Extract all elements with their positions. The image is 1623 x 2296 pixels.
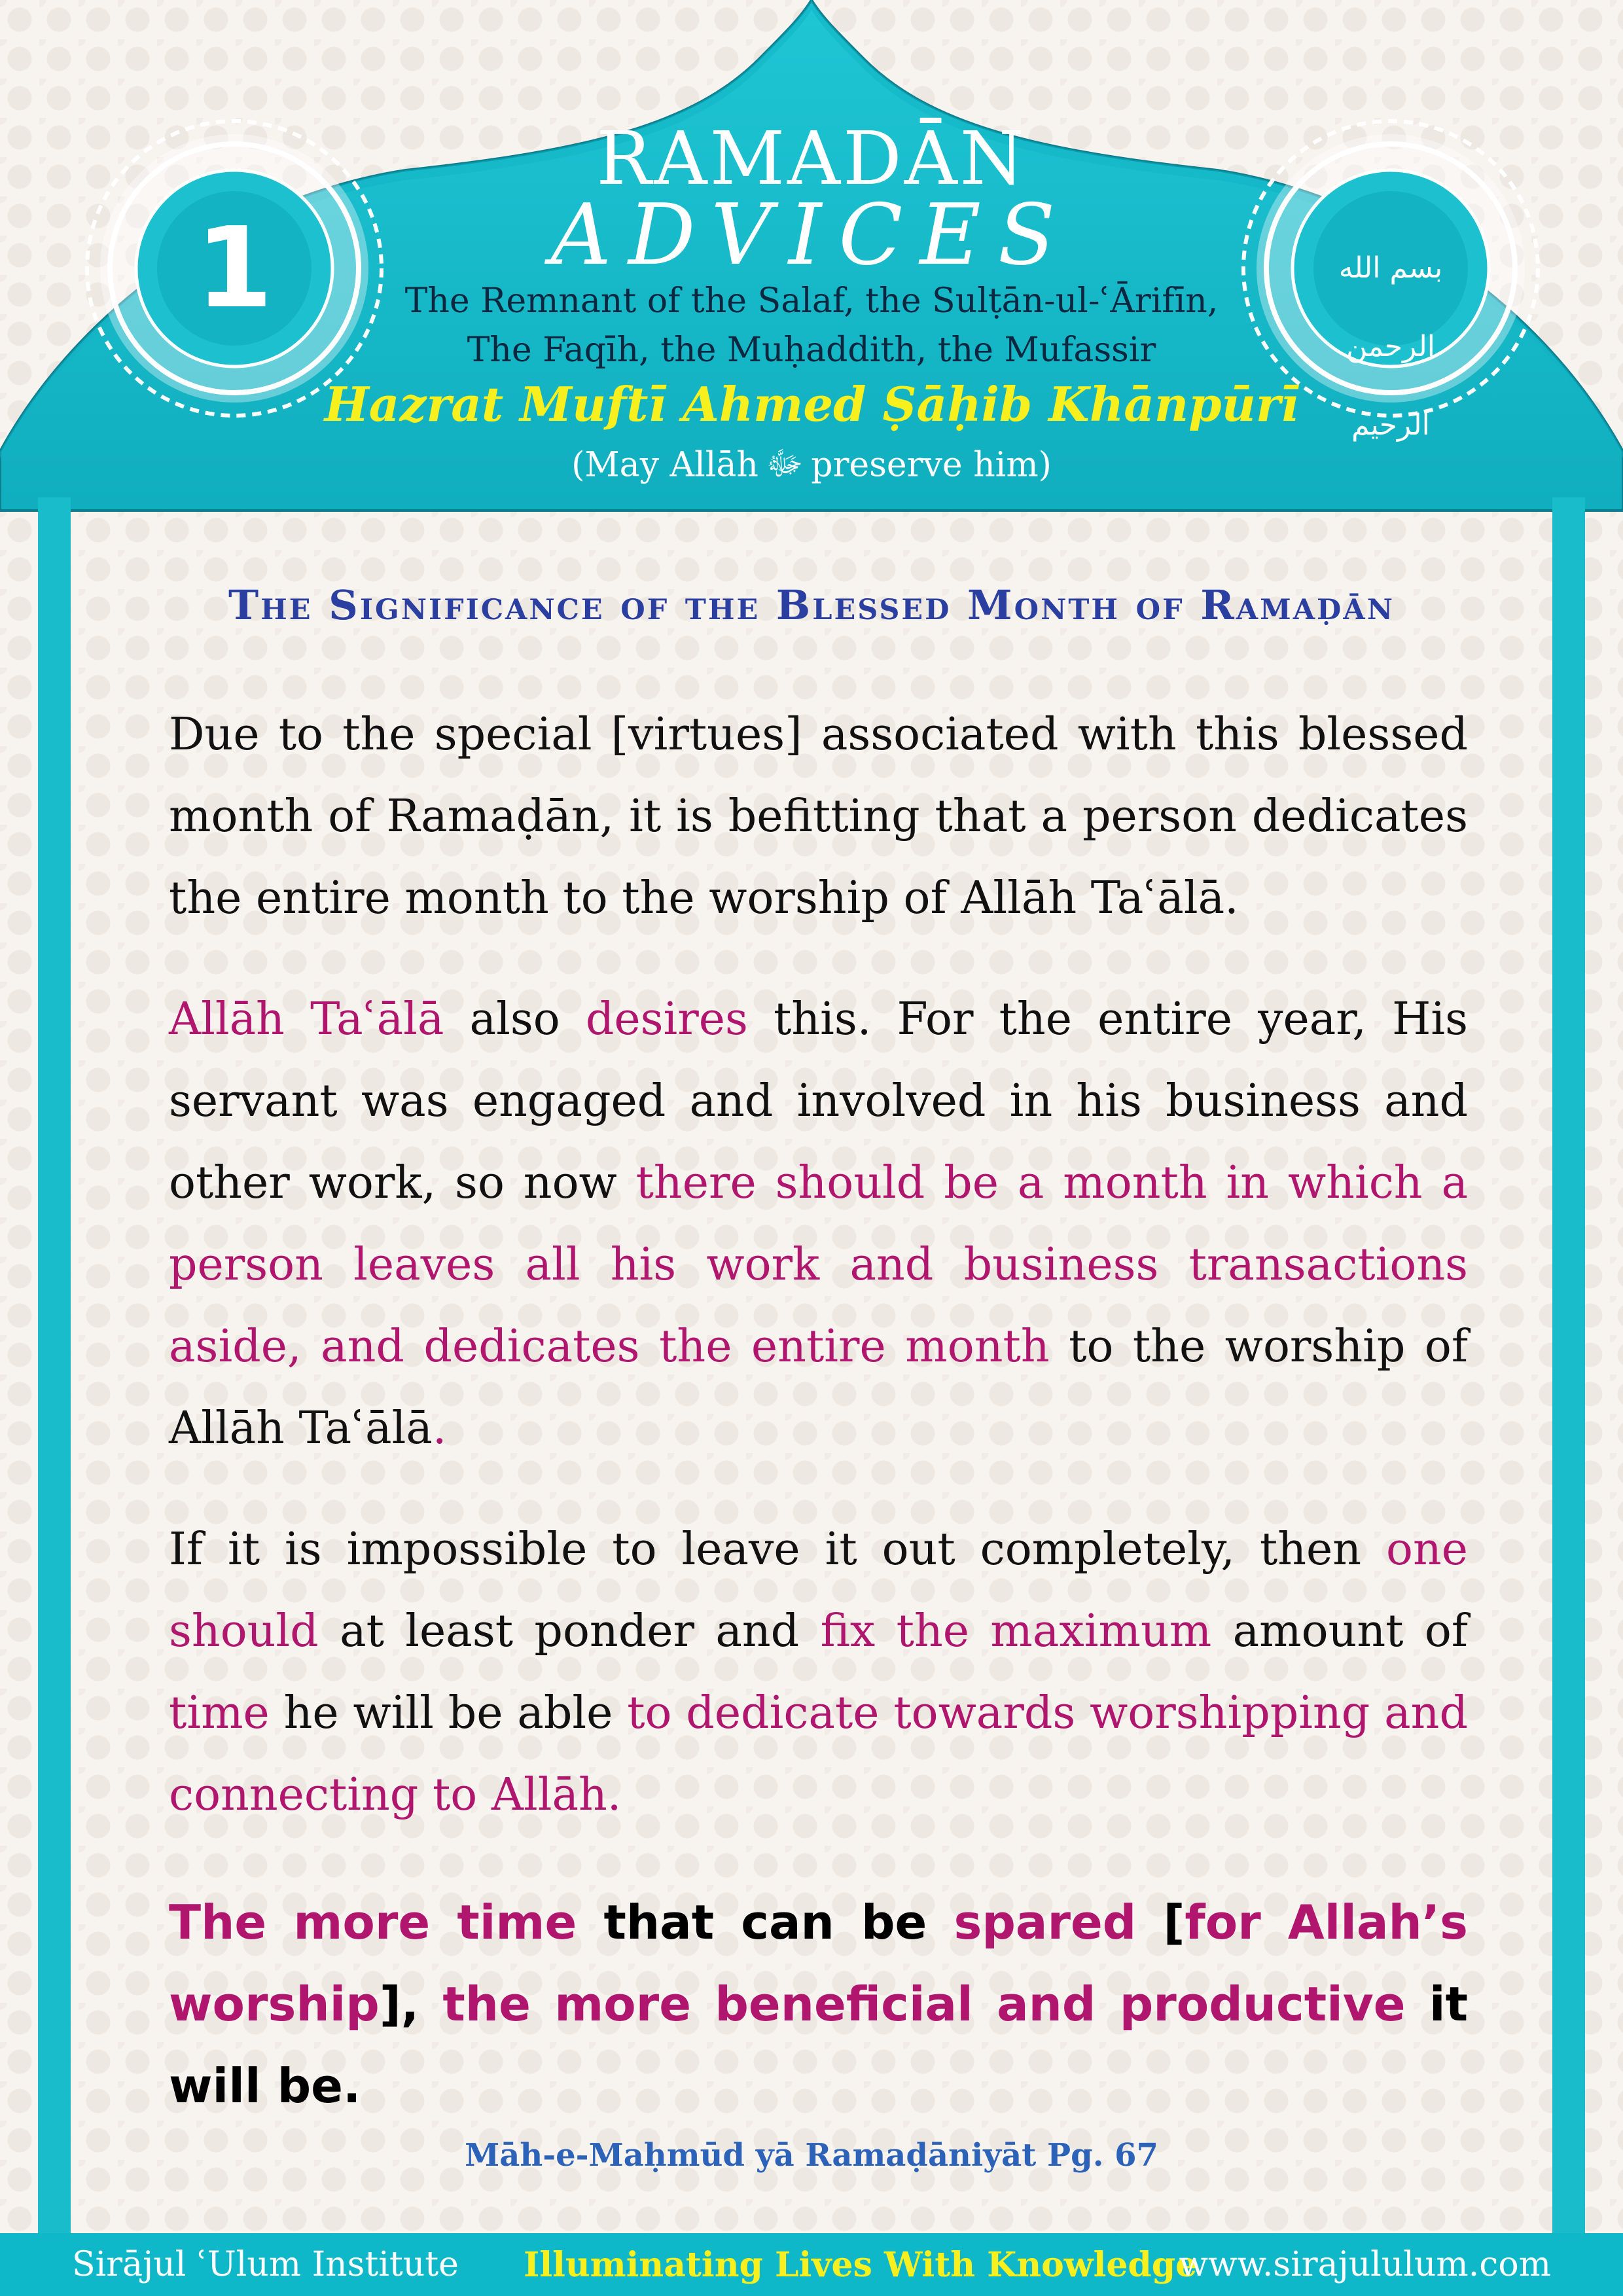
paragraph-2 xyxy=(169,978,1468,1469)
footer-institute: Sirājul ʿUlum Institute xyxy=(72,2245,459,2284)
p2-seg-7: . xyxy=(432,1403,447,1454)
paragraph-3 xyxy=(169,1509,1468,1836)
p3-seg-2: one should xyxy=(169,1524,1468,1657)
p4-seg-8: it will be. xyxy=(169,1977,1469,2113)
advice-number: 1 xyxy=(195,204,274,333)
subtitle-line-2: The Faqīh, the Muḥaddith, the Mufassir xyxy=(467,331,1156,370)
source-reference: Māh-e-Maḥmūd yā Ramaḍāniyāt Pg. 67 xyxy=(465,2137,1158,2174)
p3-seg-1: If it is impossible to leave it out completely, then xyxy=(169,1524,1387,1575)
p2-seg-2: also xyxy=(444,994,586,1045)
p3-seg-6: time xyxy=(169,1687,270,1739)
p4-seg-2: that can be xyxy=(577,1895,954,1950)
p3-seg-3: at least ponder and xyxy=(318,1605,821,1657)
author-name: Hazrat Muftī Ahmed Ṣāḥib Khānpūrī xyxy=(324,376,1299,432)
p3-seg-7: he will be able xyxy=(269,1687,628,1739)
p3-seg-4: fix the maximum xyxy=(820,1605,1212,1657)
footer-website-link[interactable]: www.sirajululum.com xyxy=(1179,2245,1551,2284)
paragraph-1: Due to the special [virtues] associated with this blessed month of Ramaḍān, it is befitting that a person dedicates the entire month to the worship of Allāh Taʿālā. xyxy=(169,709,1468,924)
footer-bar xyxy=(0,2233,1623,2296)
title-ramadan: RAMADĀN xyxy=(596,117,1027,202)
p4-seg-5: for Allah’s worship xyxy=(169,1895,1468,2032)
p2-seg-5: there should be a month in which a person leaves all his work and business transactions aside, and dedicates the entire month xyxy=(169,1157,1468,1372)
paragraph-4 xyxy=(169,1882,1468,2127)
p3-seg-8: to dedicate towards worshipping and connecting to Allāh. xyxy=(169,1687,1468,1821)
p2-seg-1: Allāh Taʿālā xyxy=(169,994,444,1045)
honorific-glyph: ﷻ xyxy=(766,444,804,482)
honorific-before: (May Allāh xyxy=(571,445,758,485)
bismillah-calligraphy: بسم الله الرحمن الرحيم xyxy=(1338,251,1443,442)
section-heading: The Significance of the Blessed Month of Ramaḍān xyxy=(228,581,1395,629)
footer-tagline: Illuminating Lives With Knowledge xyxy=(524,2245,1198,2285)
p4-seg-3: spared xyxy=(954,1895,1137,1950)
p4-seg-1: The more time xyxy=(169,1895,577,1950)
title-advices: ADVICES xyxy=(550,187,1073,284)
p4-seg-7: the more beneficial and productive xyxy=(442,1977,1406,2032)
p2-seg-6: to the worship of Allāh Taʿālā xyxy=(169,1321,1468,1454)
p4-seg-6: ], xyxy=(379,1977,443,2032)
p3-seg-5: amount of xyxy=(1211,1605,1468,1657)
p2-seg-4: this. For the entire year, His servant was engaged and involved in his business and other work, so now xyxy=(169,994,1469,1209)
p2-seg-3: desires xyxy=(585,994,748,1045)
honorific-after: preserve him) xyxy=(811,445,1052,485)
honorific xyxy=(0,444,1623,491)
p4-seg-4: [ xyxy=(1136,1895,1185,1950)
body-text xyxy=(169,694,1468,2166)
subtitle-line-1: The Remnant of the Salaf, the Sulṭān-ul-ʿĀrifīn, xyxy=(404,281,1219,321)
